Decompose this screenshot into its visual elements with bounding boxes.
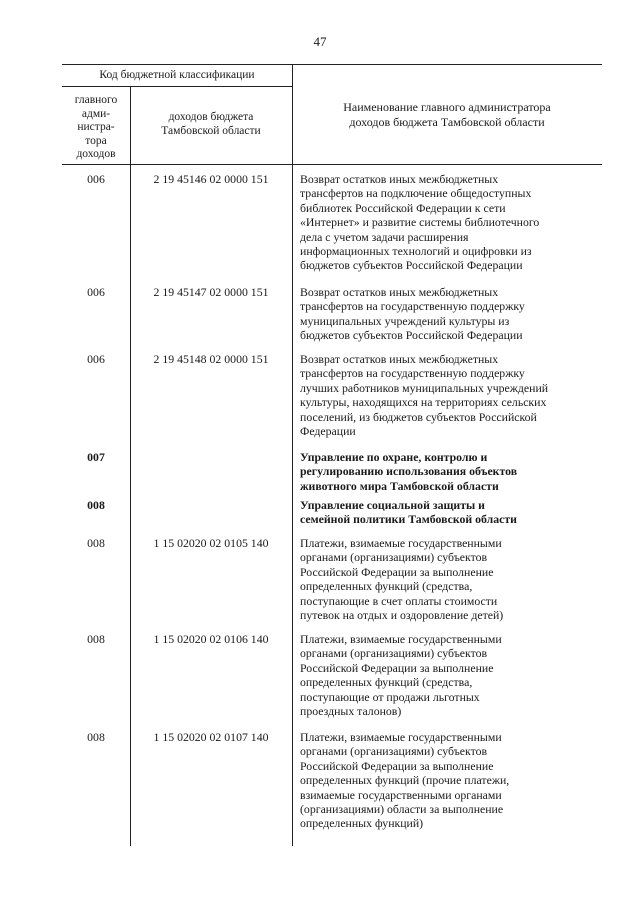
- admin-code: 006: [87, 285, 105, 299]
- header-admin-line: доходов: [76, 148, 116, 160]
- name-line: Российской Федерации за выполнение: [300, 660, 494, 675]
- name-line: животного мира Тамбовской области: [300, 478, 499, 493]
- name-line: библиотек Российской Федерации к сети: [300, 200, 506, 215]
- name-line: Платежи, взимаемые государственными: [300, 536, 502, 550]
- column-divider-2: [292, 64, 293, 846]
- name-line: органами (организациями) субъектов: [300, 744, 488, 759]
- admin-code: 008: [87, 730, 105, 744]
- administrator-name: [300, 352, 600, 438]
- admin-code: 008: [87, 536, 105, 550]
- name-line: Российской Федерации за выполнение: [300, 564, 494, 579]
- name-line: взимаемые государственными органами: [300, 787, 502, 802]
- name-line: поселений, из бюджетов субъектов Российской: [300, 409, 537, 424]
- administrator-name: [300, 536, 600, 622]
- budget-code: 2 19 45146 02 0000 151: [153, 172, 269, 186]
- name-line: лучших работников муниципальных учреждений: [300, 380, 549, 395]
- header-name-line: Наименование главного администратора: [343, 100, 551, 114]
- name-line: определенных функций (средства,: [300, 579, 473, 594]
- name-line: Возврат остатков иных межбюджетных: [300, 352, 499, 366]
- header-bottom-border: [62, 164, 602, 165]
- administrator-name: [300, 285, 600, 343]
- name-line: органами (организациями) субъектов: [300, 646, 488, 661]
- admin-code: 006: [87, 172, 105, 186]
- name-line: Управление по охране, контролю и: [300, 450, 488, 464]
- header-code-col: [130, 111, 292, 138]
- name-line: Платежи, взимаемые государственными: [300, 632, 502, 646]
- name-line: поступающие в счет оплаты стоимости: [300, 593, 498, 608]
- name-line: Платежи, взимаемые государственными: [300, 730, 502, 744]
- name-line: Федерации: [300, 424, 356, 439]
- name-line: проездных талонов): [300, 704, 402, 719]
- name-line: определенных функций): [300, 816, 424, 831]
- page-number: 47: [313, 34, 327, 49]
- administrator-name: [300, 632, 600, 718]
- name-line: дела с учетом задачи расширения: [300, 229, 469, 244]
- name-line: органами (организациями) субъектов: [300, 550, 488, 565]
- header-admin-line: главного: [74, 94, 118, 106]
- name-line: поступающие от продажи льготных: [300, 689, 480, 704]
- name-line: путевок на отдых и оздоровление детей): [300, 608, 504, 623]
- header-admin-col: [62, 94, 130, 162]
- header-admin-line: адми-: [81, 107, 111, 120]
- header-admin-line: тора: [85, 134, 107, 147]
- administrator-name: [300, 498, 600, 527]
- admin-code: 008: [87, 498, 105, 512]
- name-line: Управление социальной защиты и: [300, 498, 485, 512]
- name-line: «Интернет» и развитие системы библиотечного: [300, 215, 540, 230]
- table-top-border: [62, 64, 602, 65]
- administrator-name: [300, 172, 600, 273]
- budget-code: 2 19 45147 02 0000 151: [153, 285, 269, 299]
- name-line: трансфертов на государственную поддержку: [300, 299, 525, 314]
- name-line: Возврат остатков иных межбюджетных: [300, 172, 499, 186]
- administrator-name: [300, 730, 600, 831]
- header-admin-line: нистра-: [77, 121, 115, 133]
- budget-code: 1 15 02020 02 0106 140: [153, 632, 269, 646]
- name-line: Российской Федерации за выполнение: [300, 758, 494, 773]
- name-line: муниципальных учреждений культуры из: [300, 313, 510, 328]
- name-line: трансфертов на государственную поддержку: [300, 366, 525, 381]
- name-line: информационных технологий и оцифровки из: [300, 244, 532, 259]
- budget-code: 2 19 45148 02 0000 151: [153, 352, 269, 366]
- name-line: Возврат остатков иных межбюджетных: [300, 285, 499, 299]
- name-line: бюджетов субъектов Российской Федерации: [300, 328, 523, 343]
- header-code-line: доходов бюджета: [168, 111, 254, 123]
- header-name-line: доходов бюджета Тамбовской области: [349, 115, 545, 129]
- header-group-label: Код бюджетной классификации: [99, 69, 255, 81]
- name-line: регулированию использования объектов: [300, 464, 518, 479]
- admin-code: 008: [87, 632, 105, 646]
- name-line: (организациями) области за выполнение: [300, 802, 504, 817]
- admin-code: 006: [87, 352, 105, 366]
- name-line: определенных функций (прочие платежи,: [300, 773, 510, 788]
- budget-code: 1 15 02020 02 0107 140: [153, 730, 269, 744]
- header-name-col: [292, 100, 602, 130]
- administrator-name: [300, 450, 600, 493]
- group-header-underline: [62, 86, 292, 87]
- budget-code: 1 15 02020 02 0105 140: [153, 536, 269, 550]
- name-line: определенных функций (средства,: [300, 675, 473, 690]
- admin-code: 007: [87, 450, 105, 464]
- name-line: культуры, находящихся на территориях сельских: [300, 395, 547, 410]
- name-line: бюджетов субъектов Российской Федерации: [300, 258, 523, 273]
- name-line: трансфертов на подключение общедоступных: [300, 186, 532, 201]
- name-line: семейной политики Тамбовской области: [300, 512, 517, 527]
- header-code-line: Тамбовской области: [161, 124, 261, 137]
